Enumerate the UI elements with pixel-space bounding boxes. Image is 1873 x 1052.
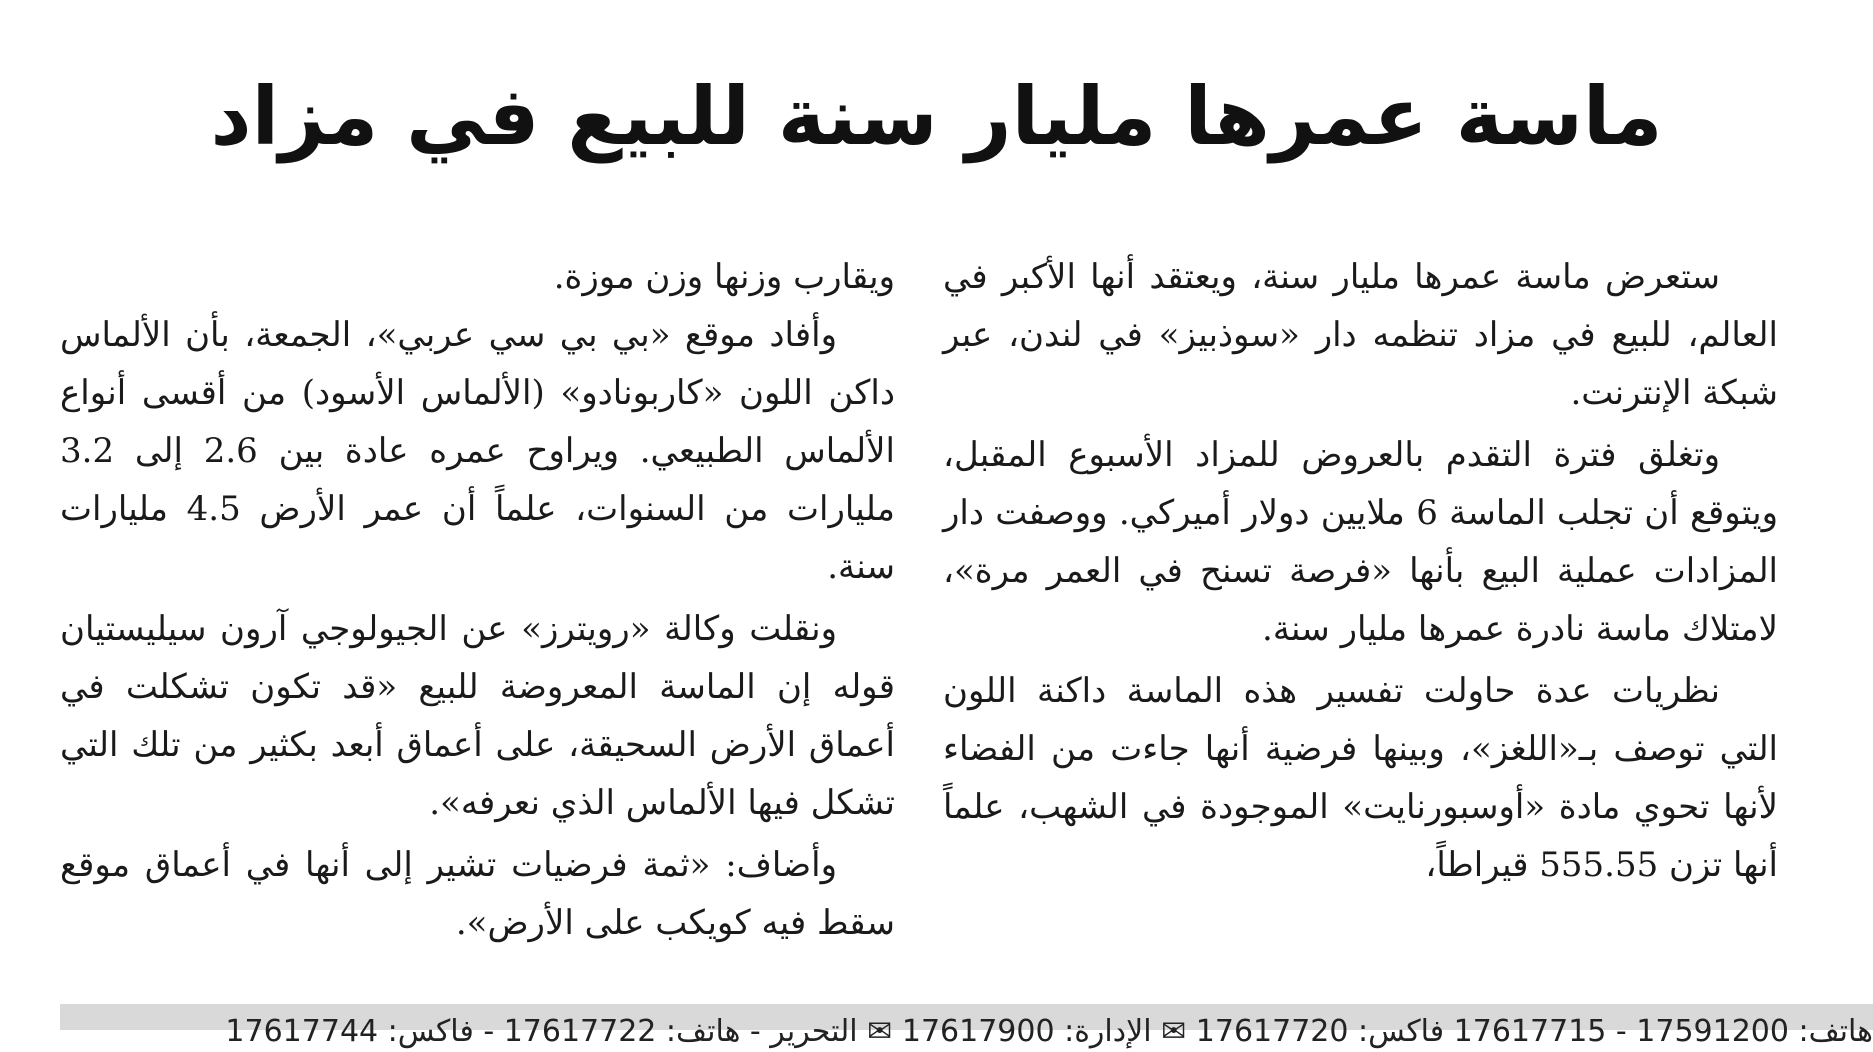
article-column-left: [60, 248, 895, 952]
article-column-right: [943, 248, 1778, 894]
paragraph: نظريات عدة حاولت تفسير هذه الماسة داكنة اللون التي توصف بـ«اللغز»، وبينها فرضية أنها جاءت من الفضاء لأنها تحوي مادة «أوسبورنايت» الموجودة في الشهب، علماً أنها تزن 555.55 قيراطاً،: [943, 671, 1778, 885]
paragraph: وأفاد موقع «بي بي سي عربي»، الجمعة، بأن الألماس داكن اللون «كاربونادو» (الألماس الأسود) من أقسى أنواع الألماس الطبيعي. ويراوح عمره عادة بين 2.6 إلى 3.2 مليارات من السنوات، علماً أن عمر الأرض 4.5 مليارات سنة.: [60, 315, 895, 587]
headline: ماسة عمرها مليار سنة للبيع في مزاد: [210, 70, 1663, 163]
paragraph: ويقارب وزنها وزن موزة.: [553, 257, 895, 297]
footer-contact-text: هاتف: 17591200 - 17617715 فاكس: 17617720 ✉ الإدارة: 17617900 ✉ التحرير - هاتف: 17617722 - فاكس: 17617744: [225, 1014, 1873, 1049]
paragraph: ستعرض ماسة عمرها مليار سنة، ويعتقد أنها الأكبر في العالم، للبيع في مزاد تنظمه دار «سوذبيز» في لندن، عبر شبكة الإنترنت.: [943, 257, 1778, 413]
paragraph: وتغلق فترة التقدم بالعروض للمزاد الأسبوع المقبل، ويتوقع أن تجلب الماسة 6 ملايين دولار أميركي. ووصفت دار المزادات عملية البيع بأنها «فرصة تسنح في العمر مرة»، لامتلاك ماسة نادرة عمرها مليار سنة.: [943, 435, 1779, 649]
paragraph: ونقلت وكالة «رويترز» عن الجيولوجي آرون سيليستيان قوله إن الماسة المعروضة للبيع «قد تكون تشكلت في أعماق الأرض السحيقة، على أعماق أبعد بكثير من تلك التي تشكل فيها الألماس الذي نعرفه».: [60, 609, 895, 823]
footer-contact-band: [60, 1004, 1873, 1049]
paragraph: وأضاف: «ثمة فرضيات تشير إلى أنها في أعماق موقع سقط فيه كويكب على الأرض».: [60, 845, 895, 943]
